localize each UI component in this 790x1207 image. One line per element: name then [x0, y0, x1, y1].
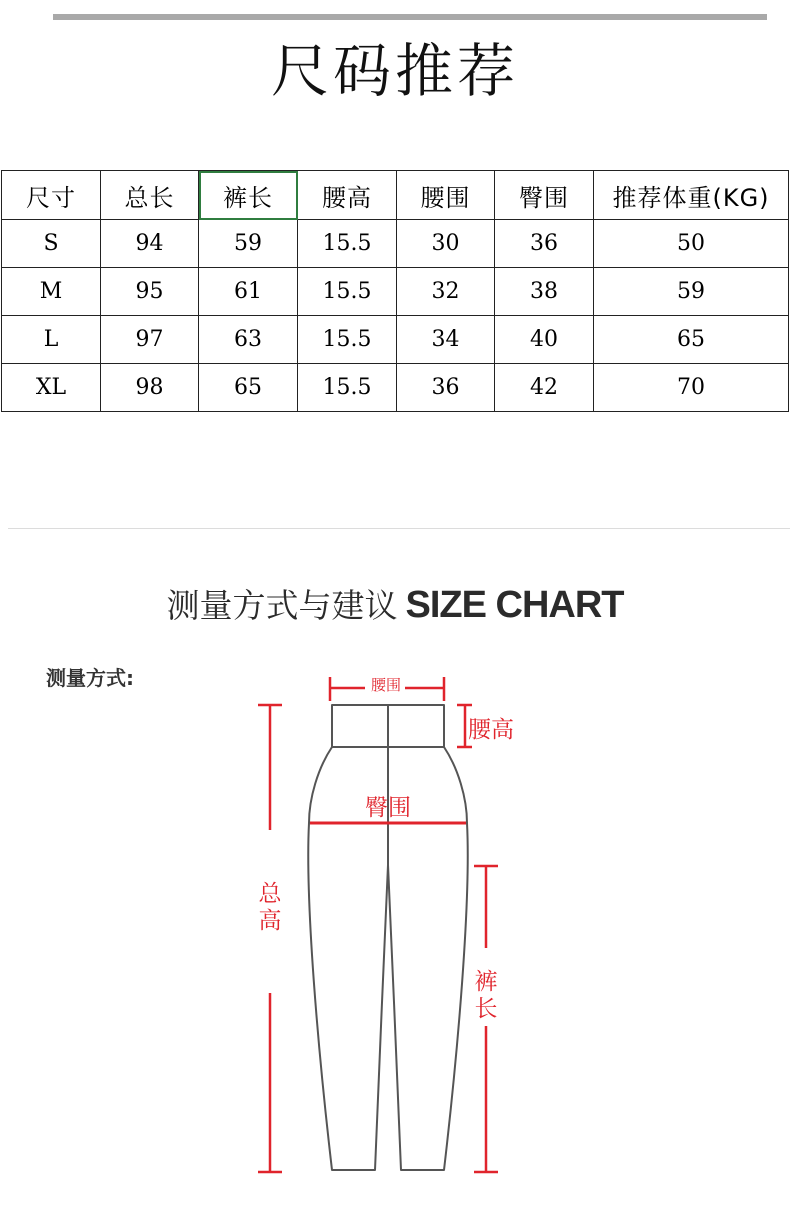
header-hip: 臀围 — [495, 171, 594, 220]
header-waist: 腰围 — [397, 171, 495, 220]
header-waist-height: 腰高 — [298, 171, 397, 220]
table-cell: 59 — [594, 268, 789, 316]
hip-label: 臀围 — [365, 795, 411, 821]
table-cell: 59 — [199, 220, 298, 268]
table-cell: 30 — [397, 220, 495, 268]
table-cell: 32 — [397, 268, 495, 316]
table-cell: M — [2, 268, 101, 316]
table-header-row — [2, 171, 789, 220]
table-cell: 95 — [101, 268, 199, 316]
table-cell: 15.5 — [298, 268, 397, 316]
header-weight: 推荐体重(KG) — [594, 171, 789, 220]
waist-label: 腰围 — [370, 676, 402, 694]
top-divider-bar — [53, 14, 767, 20]
table-cell: 94 — [101, 220, 199, 268]
section-divider — [8, 528, 790, 529]
table-cell: 65 — [199, 364, 298, 412]
table-cell: 36 — [495, 220, 594, 268]
table-cell: 61 — [199, 268, 298, 316]
header-total-length: 总长 — [101, 171, 199, 220]
table-cell: 65 — [594, 316, 789, 364]
table-cell: 36 — [397, 364, 495, 412]
table-row — [2, 220, 789, 268]
table-row — [2, 316, 789, 364]
table-cell: L — [2, 316, 101, 364]
table-cell: S — [2, 220, 101, 268]
table-cell: 34 — [397, 316, 495, 364]
waist-height-label: 腰高 — [468, 717, 514, 743]
header-size: 尺寸 — [2, 171, 101, 220]
table-cell: 40 — [495, 316, 594, 364]
table-row — [2, 268, 789, 316]
table-cell: 50 — [594, 220, 789, 268]
table-cell: 63 — [199, 316, 298, 364]
table-cell: XL — [2, 364, 101, 412]
measure-method-label: 测量方式: — [46, 666, 134, 690]
section-title-en: SIZE CHART — [405, 584, 624, 626]
pants-length-label-2: 长 — [474, 996, 498, 1022]
total-length-label-1: 总 — [258, 881, 282, 907]
total-length-label-2: 高 — [258, 908, 282, 934]
pants-measurement-diagram — [0, 650, 790, 1207]
page-title: 尺码推荐 — [270, 37, 519, 105]
size-table — [1, 170, 789, 412]
section-title-cn: 测量方式与建议 — [166, 586, 398, 625]
table-cell: 15.5 — [298, 364, 397, 412]
table-cell: 98 — [101, 364, 199, 412]
table-cell: 15.5 — [298, 316, 397, 364]
table-cell: 42 — [495, 364, 594, 412]
header-pants-length[interactable]: 裤长 — [199, 171, 298, 220]
table-cell: 97 — [101, 316, 199, 364]
pants-length-label-1: 裤 — [474, 969, 498, 995]
table-row — [2, 364, 789, 412]
table-cell: 70 — [594, 364, 789, 412]
table-cell: 38 — [495, 268, 594, 316]
total-length-measure — [258, 705, 282, 1172]
section-title — [0, 583, 790, 628]
pants-outline — [308, 705, 467, 1170]
table-cell: 15.5 — [298, 220, 397, 268]
